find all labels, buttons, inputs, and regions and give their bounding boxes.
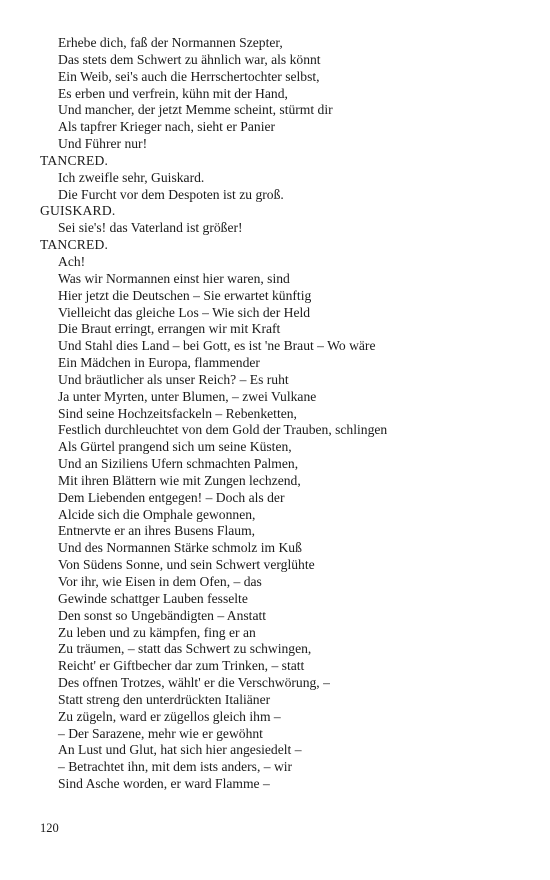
verse-line: Von Südens Sonne, und sein Schwert verglühte [58, 557, 315, 573]
verse-line: Ein Mädchen in Europa, flammender [58, 355, 260, 371]
verse-line: Reicht' er Giftbecher dar zum Trinken, – statt [58, 658, 305, 674]
verse-line: Ich zweifle sehr, Guiskard. [58, 169, 205, 185]
verse-line: Den sonst so Ungebändigten – Anstatt [58, 607, 267, 623]
verse-line: Vielleicht das gleiche Los – Wie sich der Held [58, 304, 311, 320]
verse-line: Und Führer nur! [58, 136, 148, 152]
verse-line: Als Gürtel prangend sich um seine Küsten, [58, 439, 292, 455]
verse-line: Entnervte er an ihres Busens Flaum, [58, 523, 256, 539]
verse-line: Und an Siziliens Ufern schmachten Palmen, [58, 456, 299, 472]
verse-line: Mit ihren Blättern wie mit Zungen lechzend, [58, 472, 301, 488]
verse-line: Sind seine Hochzeitsfackeln – Rebenketten, [58, 405, 297, 421]
verse-line: – Betrachtet ihn, mit dem ists anders, – wir [58, 759, 293, 775]
verse-line: Es erben und verfrein, kühn mit der Hand, [58, 85, 288, 101]
verse-line: Dem Liebenden entgegen! – Doch als der [58, 489, 285, 505]
verse-line: Ach! [58, 253, 86, 269]
verse-line: Erhebe dich, faß der Normannen Szepter, [58, 35, 283, 50]
verse-line: Hier jetzt die Deutschen – Sie erwartet künftig [58, 287, 312, 303]
verse-line: Das stets dem Schwert zu ähnlich war, als könnt [58, 51, 321, 67]
verse-line: Und des Normannen Stärke schmolz im Kuß [58, 540, 302, 556]
speaker-name: GUISKARD. [40, 203, 116, 219]
verse-line: Alcide sich die Omphale gewonnen, [58, 506, 256, 522]
verse-line: – Der Sarazene, mehr wie er gewöhnt [58, 725, 263, 741]
verse-line: Gewinde schattger Lauben fesselte [58, 590, 248, 606]
speaker-name: TANCRED. [40, 237, 109, 253]
verse-line: Ein Weib, sei's auch die Herrschertochter selbst, [58, 68, 320, 84]
verse-line: Festlich durchleuchtet von dem Gold der Trauben, schlingen [58, 422, 388, 438]
verse-line: Sei sie's! das Vaterland ist größer! [58, 220, 243, 236]
verse-line: Die Braut erringt, errangen wir mit Kraft [58, 321, 281, 337]
speaker-name: TANCRED. [40, 152, 109, 168]
verse-line: Zu träumen, – statt das Schwert zu schwingen, [58, 641, 312, 657]
verse-line: Und Stahl dies Land – bei Gott, es ist 'ne Braut – Wo wäre [58, 338, 376, 354]
verse-line: Und bräutlicher als unser Reich? – Es ruht [58, 371, 289, 387]
drama-text [40, 35, 530, 793]
verse-line: Vor ihr, wie Eisen in dem Ofen, – das [58, 574, 262, 589]
verse-line: Zu leben und zu kämpfen, fing er an [58, 624, 256, 640]
verse-line: Die Furcht vor dem Despoten ist zu groß. [58, 186, 284, 202]
verse-line: Zu zügeln, ward er zügellos gleich ihm – [58, 708, 281, 724]
verse-line: Was wir Normannen einst hier waren, sind [58, 270, 290, 286]
verse-line: Statt streng den unterdrückten Italiäner [58, 691, 271, 707]
verse-line: Ja unter Myrten, unter Blumen, – zwei Vulkane [58, 388, 317, 404]
verse-line: Und mancher, der jetzt Memme scheint, stürmt dir [58, 102, 333, 118]
verse-line: Sind Asche worden, er ward Flamme – [58, 776, 270, 792]
verse-line: Als tapfrer Krieger nach, sieht er Panier [58, 119, 276, 135]
page-number: 120 [40, 821, 59, 835]
verse-line: Des offnen Trotzes, wählt' er die Verschwörung, – [58, 675, 330, 691]
verse-line: An Lust und Glut, hat sich hier angesiedelt – [58, 742, 302, 758]
